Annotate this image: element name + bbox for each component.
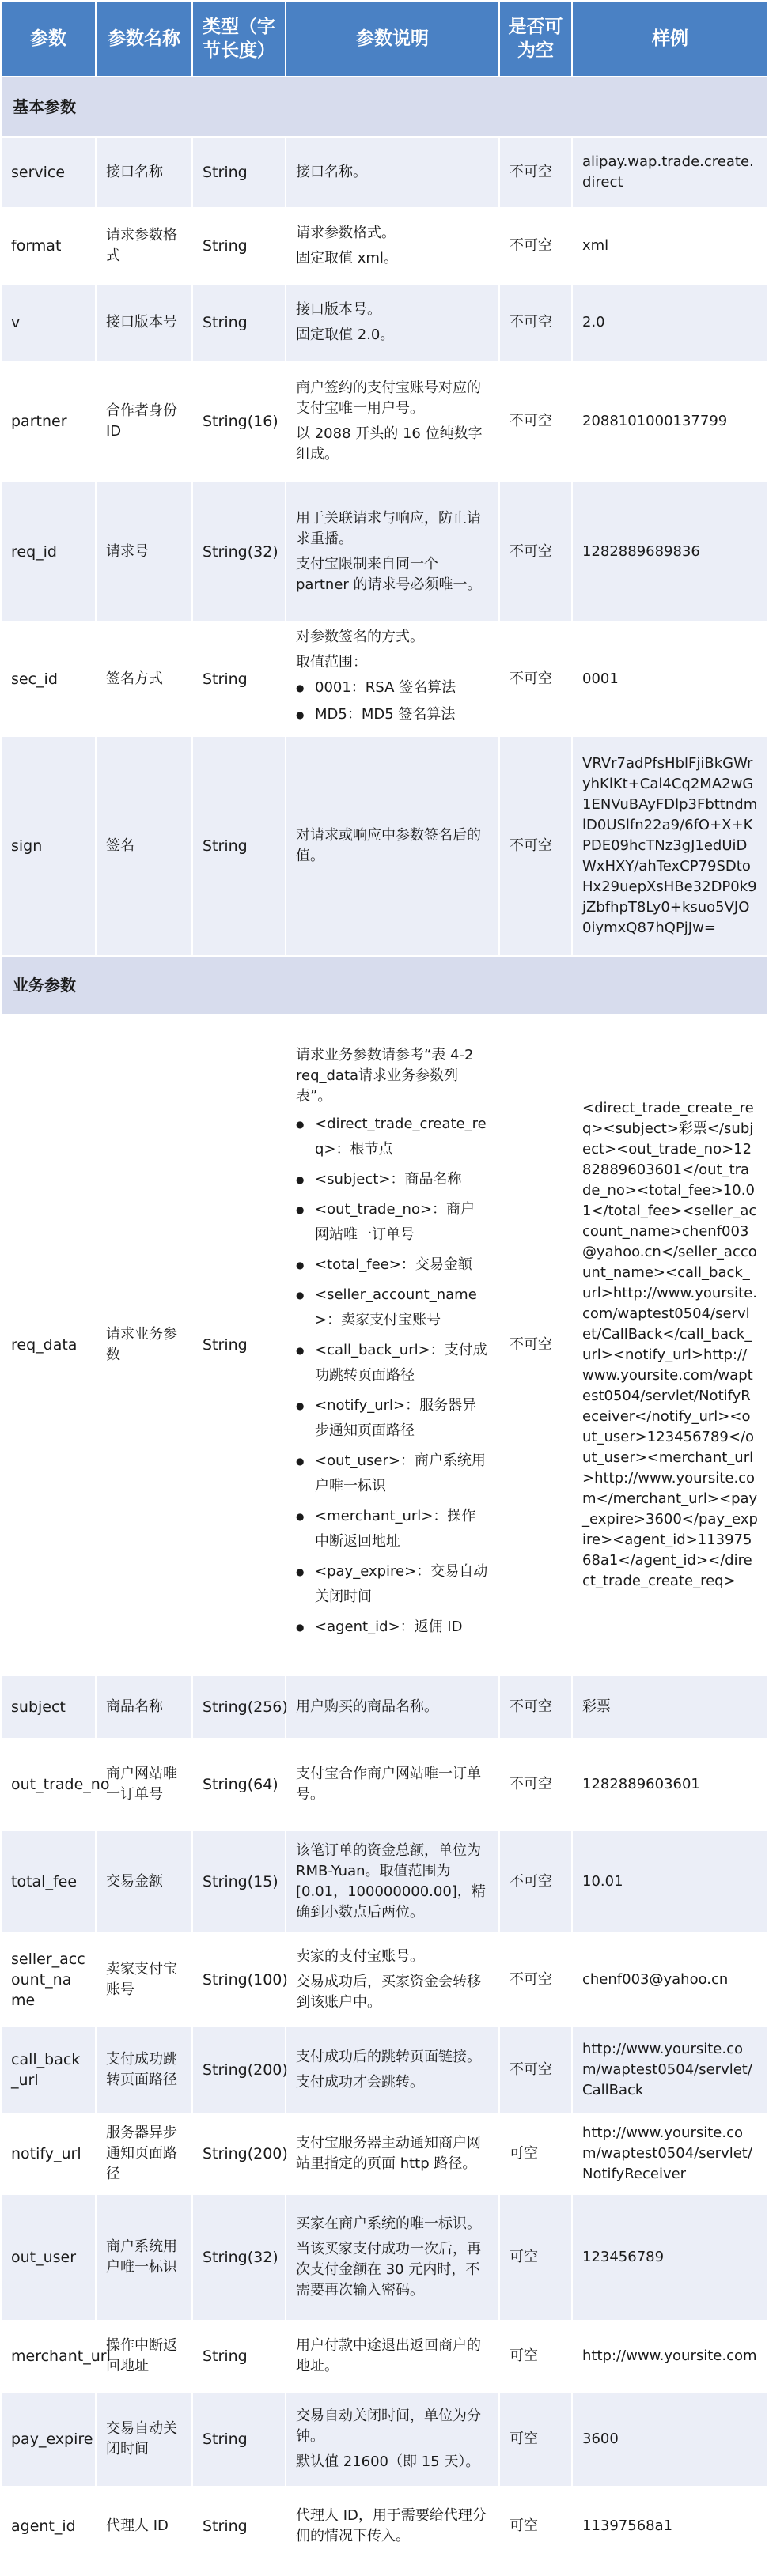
nullable-cell: 不可空 [499,2026,572,2113]
type-cell: String [192,1014,286,1675]
type-cell: String [192,137,286,208]
header-nullable: 是否可为空 [499,1,572,77]
header-example: 样例 [572,1,768,77]
header-param: 参数 [1,1,96,77]
type-cell: String [192,2487,286,2566]
table-row [1,137,768,208]
param-cell: service [1,137,96,208]
description-text: 对参数签名的方式。 [296,629,424,645]
table-row [1,1014,768,1675]
type-cell: String [192,622,286,736]
param-name-cell: 卖家支付宝账号 [96,1933,192,2026]
param-cell: format [1,208,96,284]
table-row [1,482,768,622]
param-cell: req_id [1,482,96,622]
description-cell [286,736,499,956]
param-name-cell: 交易自动关闭时间 [96,2392,192,2487]
example-cell: 2088101000137799 [572,361,768,482]
param-name-cell: 请求号 [96,482,192,622]
table-row [1,736,768,956]
param-name-cell: 商户系统用户唯一标识 [96,2194,192,2321]
description-cell [286,2487,499,2566]
list-item: ● <total_fee>：交易金额 [315,1252,489,1278]
table-row [1,2321,768,2392]
param-cell: partner [1,361,96,482]
param-cell: out_trade_no [1,1739,96,1830]
description-cell [286,1739,499,1830]
param-name-cell: 签名 [96,736,192,956]
table-row [1,2392,768,2487]
param-cell: call_back_url [1,2026,96,2113]
table-row [1,2487,768,2566]
description-cell [286,1933,499,2026]
example-cell: 1282889689836 [572,482,768,622]
list-item: ● <direct_trade_create_req>：根节点 [315,1112,489,1162]
description-cell [286,2194,499,2321]
header-param-name: 参数名称 [96,1,192,77]
example-cell: <direct_trade_create_req><subject>彩票</subject><out_trade_no>1282889603601</out_trade_no><total_fee>10.01</total_fee><seller_account_name>chenf003@yahoo.cn</seller_account_name><call_back_url>http://www.yoursite.com/waptest0504/servlet/CallBack</call_back_url><notify_url>http://www.yoursite.com/waptest0504/servlet/NotifyReceiver</notify_url><out_user>123456789</out_user><merchant_url>http://www.yoursite.com</merchant_url><pay_expire>3600</pay_expire><agent_id>11397568a1</agent_id></direct_trade_create_req> [572,1014,768,1675]
nullable-cell: 不可空 [499,361,572,482]
type-cell: String [192,208,286,284]
description-text: 用户付款中途退出返回商户的地址。 [296,2337,481,2374]
list-item: ● <seller_account_name>：卖家支付宝账号 [315,1282,489,1333]
param-name-cell: 交易金额 [96,1830,192,1933]
nullable-cell: 可空 [499,2321,572,2392]
table-row [1,2194,768,2321]
type-cell: String(100) [192,1933,286,2026]
list-item: ● <subject>：商品名称 [315,1167,489,1192]
param-cell: total_fee [1,1830,96,1933]
nullable-cell: 不可空 [499,1014,572,1675]
nullable-cell: 不可空 [499,1830,572,1933]
nullable-cell: 不可空 [499,284,572,361]
example-cell: 3600 [572,2392,768,2487]
description-cell [286,622,499,736]
list-item: ● <call_back_url>：支付成功跳转页面路径 [315,1338,489,1388]
param-name-cell: 支付成功跳转页面路径 [96,2026,192,2113]
nullable-cell: 不可空 [499,137,572,208]
description-text: 支付宝服务器主动通知商户网站里指定的页面 http 路径。 [296,2135,481,2172]
nullable-cell: 不可空 [499,622,572,736]
description-cell [286,137,499,208]
nullable-cell: 可空 [499,2194,572,2321]
param-name-cell: 合作者身份 ID [96,361,192,482]
description-text: 当该买家支付成功一次后，再次支付金额在 30 元内时，不需要再次输入密码。 [296,2241,481,2298]
type-cell: String(256) [192,1675,286,1739]
example-cell: 10.01 [572,1830,768,1933]
description-text: 固定取值 2.0。 [296,327,395,343]
type-cell: String(15) [192,1830,286,1933]
param-name-cell: 接口版本号 [96,284,192,361]
section-title: 基本参数 [1,77,768,137]
example-cell: 彩票 [572,1675,768,1739]
param-name-cell: 请求参数格式 [96,208,192,284]
param-cell: agent_id [1,2487,96,2566]
param-name-cell: 签名方式 [96,622,192,736]
example-cell: http://www.yoursite.com/waptest0504/servlet/CallBack [572,2026,768,2113]
header-description: 参数说明 [286,1,499,77]
table-row [1,2113,768,2194]
table-row [1,361,768,482]
description-cell [286,2113,499,2194]
param-name-cell: 操作中断返回地址 [96,2321,192,2392]
nullable-cell: 不可空 [499,482,572,622]
description-text: 固定取值 xml。 [296,250,398,266]
description-text: 请求业务参数请参考“表 4-2 req_data请求业务参数列表”。 [296,1047,488,1105]
description-text: 取值范围： [296,654,367,670]
type-cell: String(64) [192,1739,286,1830]
description-cell [286,482,499,622]
type-cell: String [192,736,286,956]
description-text: 支付成功才会跳转。 [296,2074,424,2091]
param-cell: req_data [1,1014,96,1675]
description-cell [286,361,499,482]
param-name-cell: 请求业务参数 [96,1014,192,1675]
header-type: 类型（字节长度） [192,1,286,77]
param-name-cell: 接口名称 [96,137,192,208]
description-cell [286,1014,499,1675]
param-cell: out_user [1,2194,96,2321]
list-item: ● <out_trade_no>：商户网站唯一订单号 [315,1197,489,1248]
description-text: 对请求或响应中参数签名后的值。 [296,827,481,864]
type-cell: String [192,2392,286,2487]
param-cell: pay_expire [1,2392,96,2487]
list-item: ● <notify_url>：服务器异步通知页面路径 [315,1393,489,1444]
table-row [1,622,768,736]
example-cell: 1282889603601 [572,1739,768,1830]
type-cell: String(16) [192,361,286,482]
description-text: 买家在商户系统的唯一标识。 [296,2215,481,2232]
param-cell: seller_account_name [1,1933,96,2026]
list-item: ● MD5：MD5 签名算法 [315,704,489,725]
description-cell [286,1830,499,1933]
param-cell: sec_id [1,622,96,736]
type-cell: String(200) [192,2113,286,2194]
type-cell: String [192,284,286,361]
description-cell [286,2321,499,2392]
param-cell: v [1,284,96,361]
type-cell: String(32) [192,2194,286,2321]
table-row [1,1933,768,2026]
description-cell [286,2392,499,2487]
list-item: ● <pay_expire>：交易自动关闭时间 [315,1559,489,1610]
description-text: 商户签约的支付宝账号对应的支付宝唯一用户号。 [296,380,481,417]
description-text: 以 2088 开头的 16 位纯数字组成。 [296,425,483,463]
type-cell: String [192,2321,286,2392]
table-row [1,2026,768,2113]
list-item: ● 0001：RSA 签名算法 [315,678,489,698]
description-text: 交易成功后，买家资金会转移到该账户中。 [296,1974,481,2011]
description-text: 支付宝合作商户网站唯一订单号。 [296,1766,481,1803]
example-cell: 11397568a1 [572,2487,768,2566]
nullable-cell: 可空 [499,2113,572,2194]
description-text: 用于关联请求与响应，防止请求重播。 [296,510,481,547]
section-title: 业务参数 [1,956,768,1014]
description-text: 请求参数格式。 [296,225,396,241]
param-name-cell: 商户网站唯一订单号 [96,1739,192,1830]
description-text: 卖家的支付宝账号。 [296,1948,424,1965]
description-text: 默认值 21600（即 15 天）。 [296,2453,480,2470]
example-cell: VRVr7adPfsHblFjiBkGWryhKlKt+Cal4Cq2MA2wG1ENVuBAyFDlp3FbttndmlD0USlfn22a9/6fO+X+KPDE09hcTNz3gJ1edUiDWxHXY/ahTexCP79SDtoHx29uepXsHBe32DP0k9jZbfhpT8Ly0+ksuo5VJO0iymxQ87hQPjJw= [572,736,768,956]
table-row [1,1739,768,1830]
section-row-basic [1,77,768,137]
description-text: 用户购买的商品名称。 [296,1698,438,1715]
type-cell: String(200) [192,2026,286,2113]
example-cell: chenf003@yahoo.cn [572,1933,768,2026]
description-text: 接口名称。 [296,164,367,180]
type-cell: String(32) [192,482,286,622]
description-text: 该笔订单的资金总额，单位为 RMB-Yuan。取值范围为[0.01，100000000.00]，精确到小数点后两位。 [296,1842,486,1921]
list-item: ● <merchant_url>：操作中断返回地址 [315,1504,489,1554]
nullable-cell: 不可空 [499,736,572,956]
table-row [1,284,768,361]
description-cell [286,2026,499,2113]
bullet-list [296,1112,489,1640]
nullable-cell: 不可空 [499,1739,572,1830]
description-text: 支付宝限制来自同一个 partner 的请求号必须唯一。 [296,556,482,593]
param-cell: sign [1,736,96,956]
table-row [1,208,768,284]
nullable-cell: 可空 [499,2392,572,2487]
param-name-cell: 服务器异步通知页面路径 [96,2113,192,2194]
description-text: 接口版本号。 [296,301,381,318]
param-name-cell: 代理人 ID [96,2487,192,2566]
param-cell: subject [1,1675,96,1739]
table-row [1,1675,768,1739]
example-cell: http://www.yoursite.com/waptest0504/servlet/NotifyReceiver [572,2113,768,2194]
table-row [1,1830,768,1933]
param-name-cell: 商品名称 [96,1675,192,1739]
bullet-list [296,678,489,725]
list-item: ● <out_user>：商户系统用户唯一标识 [315,1449,489,1499]
param-cell: merchant_url [1,2321,96,2392]
description-text: 交易自动关闭时间，单位为分钟。 [296,2408,481,2445]
section-row-business [1,956,768,1014]
example-cell: xml [572,208,768,284]
example-cell: 2.0 [572,284,768,361]
param-cell: notify_url [1,2113,96,2194]
example-cell: 123456789 [572,2194,768,2321]
list-item: ● <agent_id>：返佣 ID [315,1615,489,1640]
nullable-cell: 不可空 [499,1933,572,2026]
description-text: 支付成功后的跳转页面链接。 [296,2049,481,2065]
example-cell: alipay.wap.trade.create.direct [572,137,768,208]
nullable-cell: 可空 [499,2487,572,2566]
description-text: 代理人 ID，用于需要给代理分佣的情况下传入。 [296,2507,487,2544]
nullable-cell: 不可空 [499,208,572,284]
table-header-row [1,1,768,77]
example-cell: http://www.yoursite.com [572,2321,768,2392]
example-cell: 0001 [572,622,768,736]
description-cell [286,284,499,361]
description-cell [286,208,499,284]
description-cell [286,1675,499,1739]
nullable-cell: 不可空 [499,1675,572,1739]
